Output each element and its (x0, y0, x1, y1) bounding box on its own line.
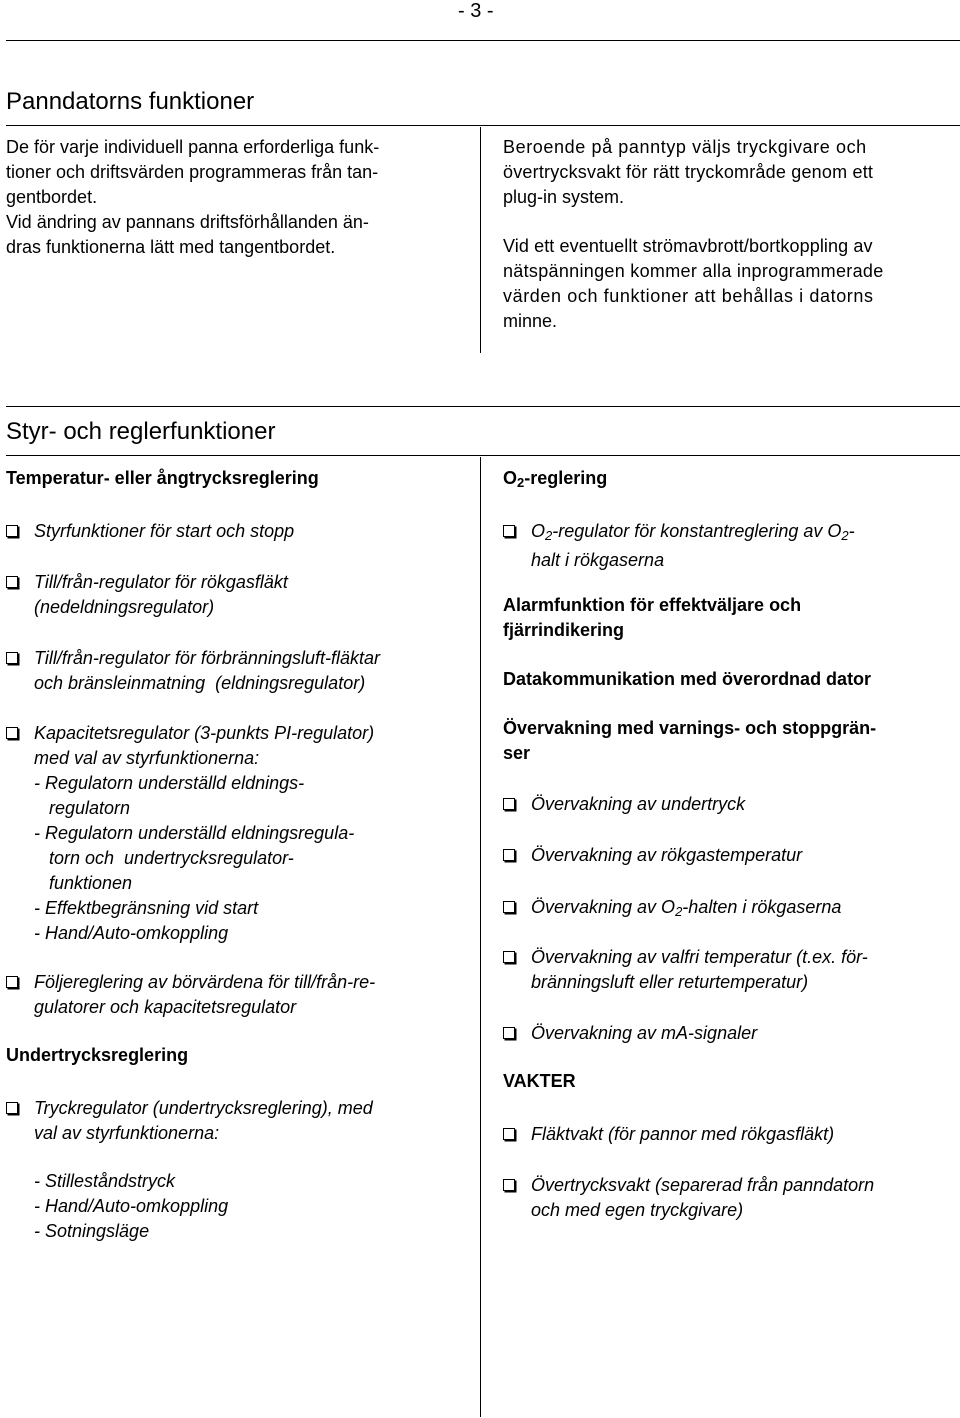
text-line: övertrycksvakt för rätt tryckområde genom ett (503, 162, 874, 182)
checkbox-icon (503, 1179, 515, 1191)
sub-list-item: - Hand/Auto-omkoppling (34, 1196, 229, 1216)
text-line: dras funktionerna lätt med tangentbordet. (6, 237, 336, 257)
item-text: (nedeldningsregulator) (34, 597, 215, 617)
list-item (503, 1173, 959, 1223)
checkbox-icon (503, 798, 515, 810)
item-text: Kapacitetsregulator (3-punkts PI-regulator) (34, 723, 375, 743)
item-text: med val av styrfunktionerna: (34, 748, 260, 768)
checkbox-icon (503, 901, 515, 913)
list-item (6, 519, 466, 544)
section1-rule (6, 125, 960, 126)
heading-temperatur: Temperatur- eller ångtrycksreglering (6, 468, 319, 488)
checkbox-icon (6, 1102, 18, 1114)
text-line: Beroende på panntyp väljs tryckgivare och (503, 137, 867, 157)
text-part: -halten i rökgaserna (682, 897, 842, 917)
checkbox-icon (6, 727, 18, 739)
top-rule (6, 40, 960, 41)
item-text: Övervakning av rökgastemperatur (531, 845, 803, 865)
item-text: och bränsleinmatning (eldningsregulator) (34, 673, 366, 693)
text-line: värden och funktioner att behållas i datorns (503, 286, 874, 306)
subscript: 2 (675, 904, 683, 919)
list-item (503, 843, 959, 868)
text-line: Vid ett eventuellt strömavbrott/bortkoppling av (503, 236, 873, 256)
item-text: Tryckregulator (undertrycksreglering), med (34, 1098, 373, 1118)
text-line: Alarmfunktion för effektväljare och (503, 595, 802, 615)
item-text: val av styrfunktionerna: (34, 1123, 220, 1143)
text-line: Vid ändring av pannans driftsförhållanden än- (6, 212, 369, 232)
item-text: Till/från-regulator för förbränningsluft-fläktar (34, 648, 380, 668)
sub-list (34, 1169, 228, 1244)
text-line: nätspänningen kommer alla inprogrammerade (503, 261, 884, 281)
item-text: halt i rökgaserna (531, 550, 665, 570)
sub-list-item: - Sotningsläge (34, 1221, 150, 1241)
checkbox-icon (503, 849, 515, 861)
alarm-heading (503, 593, 801, 643)
heading-o2-reglering (503, 468, 607, 490)
item-text (531, 519, 960, 548)
item-text: bränningsluft eller returtemperatur) (531, 972, 809, 992)
text-line: Övervakning med varnings- och stoppgrän- (503, 718, 877, 738)
list-item (503, 1021, 959, 1046)
checkbox-icon (503, 951, 515, 963)
item-text: gulatorer och kapacitetsregulator (34, 997, 297, 1017)
section2-rule (6, 455, 960, 456)
list-item (503, 792, 959, 817)
page-number: - 3 - (458, 0, 494, 22)
item-text: Övervakning av undertryck (531, 794, 746, 814)
list-item (6, 1096, 466, 1146)
sub-list-item: - Stilleståndstryck (34, 1171, 176, 1191)
list-item (6, 646, 466, 696)
checkbox-icon (6, 525, 18, 537)
text-line: Datakommunikation med överordnad dator (503, 669, 872, 689)
section1-left-paragraph (6, 135, 454, 260)
subscript: 2 (841, 528, 849, 543)
overvakning-heading (503, 716, 876, 766)
checkbox-icon (6, 976, 18, 988)
item-text: Till/från-regulator för rökgasfläkt (34, 572, 288, 592)
item-text: Fläktvakt (för pannor med rökgasfläkt) (531, 1124, 835, 1144)
checkbox-icon (503, 1027, 515, 1039)
item-text: Övervakning av mA-signaler (531, 1023, 758, 1043)
text-part: Övervakning av O (531, 897, 676, 917)
list-item (6, 721, 466, 946)
item-text: - Effektbegränsning vid start (34, 898, 259, 918)
item-text (531, 895, 960, 924)
text-line: ser (503, 743, 531, 763)
section2-top-rule (6, 406, 960, 407)
item-text: - Regulatorn underställd eldnings- (34, 773, 305, 793)
item-text: - Regulatorn underställd eldningsregula- (34, 823, 355, 843)
section-title-panndatorns: Panndatorns funktioner (6, 88, 255, 115)
heading-text: -reglering (524, 468, 608, 488)
item-text: torn och undertrycksregulator- (34, 848, 294, 868)
section-title-styr: Styr- och reglerfunktioner (6, 418, 276, 445)
subscript: 2 (517, 475, 525, 490)
text-line: gentbordet. (6, 187, 98, 207)
list-item (503, 945, 959, 995)
text-part: O (531, 521, 546, 541)
list-item (503, 519, 959, 573)
section1-right-paragraph-2 (503, 234, 959, 334)
item-text: funktionen (34, 873, 133, 893)
text-line: tioner och driftsvärden programmeras från tan- (6, 162, 379, 182)
text-part: -regulator för konstantreglering av O (552, 521, 842, 541)
datakom-heading (503, 667, 871, 692)
checkbox-icon (6, 652, 18, 664)
item-text: Styrfunktioner för start och stopp (34, 521, 295, 541)
item-text: Följereglering av börvärdena för till/från-re- (34, 972, 376, 992)
text-line: minne. (503, 311, 558, 331)
item-text: Övervakning av valfri temperatur (t.ex. för- (531, 947, 868, 967)
item-text: Övertrycksvakt (separerad från panndatorn (531, 1175, 875, 1195)
item-text: och med egen tryckgivare) (531, 1200, 744, 1220)
item-text: - Hand/Auto-omkoppling (34, 923, 229, 943)
heading-undertrycksreglering: Undertrycksreglering (6, 1045, 189, 1065)
item-text: regulatorn (34, 798, 131, 818)
section1-divider (480, 127, 481, 353)
checkbox-icon (6, 576, 18, 588)
list-item (503, 895, 959, 924)
section1-right-paragraph-1 (503, 135, 959, 210)
heading-text: O (503, 468, 518, 488)
text-line: De för varje individuell panna erforderliga funk- (6, 137, 380, 157)
text-part: - (848, 521, 855, 541)
list-item (6, 570, 466, 620)
heading-vakter: VAKTER (503, 1071, 576, 1091)
checkbox-icon (503, 525, 515, 537)
subscript: 2 (545, 528, 553, 543)
text-line: fjärrindikering (503, 620, 625, 640)
list-item (6, 970, 466, 1020)
checkbox-icon (503, 1128, 515, 1140)
list-item (503, 1122, 959, 1147)
text-line: plug-in system. (503, 187, 625, 207)
